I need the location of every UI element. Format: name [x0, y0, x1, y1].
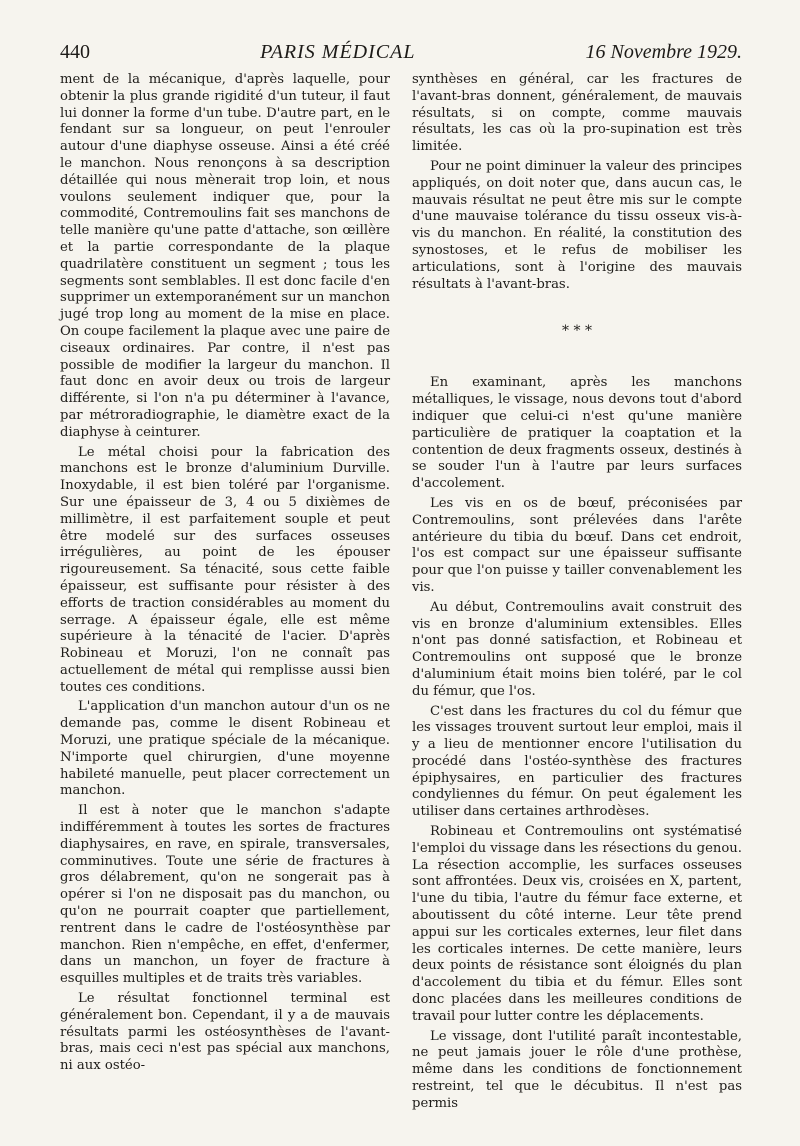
- paragraph: L'application d'un manchon autour d'un os ne demande pas, comme le disent Robineau et Moruzi, une pratique spéciale de la mécanique. N'importe quel chirurgien, d'une moyenne habileté manuelle, peut placer correctement un manchon.: [60, 699, 390, 799]
- paragraph: Au début, Contremoulins avait construit des vis en bronze d'aluminium extensibles. Elles n'ont pas donné satisfaction, et Robineau et Contremoulins ont supposé que le bronze d'aluminium était moins bien toléré, par le col du fémur, que l'os.: [412, 599, 742, 699]
- paragraph: Le métal choisi pour la fabrication des manchons est le bronze d'aluminium Durville. Inoxydable, il est bien toléré par l'organisme. Sur une épaisseur de 3, 4 ou 5 dixièmes de millimètre, il est parfaitement souple et peut être modelé sur des surfaces osseuses irrégulières, au point de les épouser rigoureusement. Sa ténacité, sous cette faible épaisseur, est suffisante pour résister à des efforts de traction considérables au moment du serrage. A épaisseur égale, elle est même supérieure à la ténacité de l'acier. D'après Robineau et Moruzi, l'on ne connaît pas actuellement de métal qui remplisse aussi bien toutes ces conditions.: [60, 444, 390, 695]
- paragraph: Robineau et Contremoulins ont systématisé l'emploi du vissage dans les résections du genou. La résection accomplie, les surfaces osseuses sont affrontées. Deux vis, croisées en X, partent, l'une du tibia, l'autre du fémur face externe, et aboutissent du côté interne. Leur tête prend appui sur les corticales externes, leur filet dans les corticales internes. De cette manière, leurs deux points de résistance sont éloignés du plan d'accolement du tibia et du fémur. Elles sont donc placées dans les meilleures conditions de travail pour lutter contre les déplacements.: [412, 824, 742, 1024]
- paragraph: Le vissage, dont l'utilité paraît incontestable, ne peut jamais jouer le rôle d'une prothèse, même dans les conditions de fonctionnement restreint, tel que le décubitus. Il n'est pas permis: [412, 1028, 742, 1111]
- right-column: [412, 72, 742, 1116]
- left-column: [60, 72, 390, 1116]
- section-asterism: [412, 323, 742, 339]
- two-column-body: [60, 72, 742, 1116]
- asterism-text: * * *: [562, 323, 592, 340]
- paragraph: ment de la mécanique, d'après laquelle, pour obtenir la plus grande rigidité d'un tuteur, il faut lui donner la forme d'un tube. D'autre part, en le fendant sur sa longueur, on peut l'enrouler autour d'une diaphyse osseuse. Ainsi a été créé le manchon. Nous renonçons à sa description détaillée qui nous mènerait trop loin, et nous voulons seulement indiquer que, pour la commodité, Contremoulins fait ses manchons de telle manière qu'une patte d'attache, son œillère et la partie correspondante de la plaque quadrilatère constituent un segment ; tous les segments sont semblables. Il est donc facile d'en supprimer un extemporanément sur un manchon jugé trop long au moment de la mise en place. On coupe facilement la plaque avec une paire de ciseaux ordinaires. Par contre, il n'est pas possible de modifier la largeur du manchon. Il faut donc en avoir deux ou trois de largeur différente, si l'on n'a pu déterminer à l'avance, par métroradiographie, le diamètre exact de la diaphyse à ceinturer.: [60, 72, 390, 440]
- paragraph: C'est dans les fractures du col du fémur que les vissages trouvent surtout leur emploi, mais il y a lieu de mentionner encore l'utilisation du procédé dans l'ostéo-synthèse des fractures épiphysaires, en particulier des fractures condyliennes du fémur. On peut également les utiliser dans certaines arthrodèses.: [412, 703, 742, 820]
- journal-title: PARIS MÉDICAL: [260, 41, 416, 63]
- paragraph: En examinant, après les manchons métalliques, le vissage, nous devons tout d'abord indiquer que celui-ci n'est qu'une manière particulière de pratiquer la coaptation et la contention de deux fragments osseux, destinés à se souder l'un à l'autre par leurs surfaces d'accolement.: [412, 375, 742, 492]
- running-header: [60, 40, 742, 64]
- page-number: 440: [60, 41, 90, 63]
- paragraph: Les vis en os de bœuf, préconisées par Contremoulins, sont prélevées dans l'arête antérieure du tibia du bœuf. Dans cet endroit, l'os est compact sur une épaisseur suffisante pour que l'on puisse y tailler convenablement les vis.: [412, 495, 742, 595]
- paragraph: Il est à noter que le manchon s'adapte indifféremment à toutes les sortes de fractures diaphysaires, en rave, en spirale, transversales, comminutives. Toute une série de fractures à gros délabrement, qu'on ne songerait pas à opérer si l'on ne disposait pas du manchon, ou qu'on ne pourrait coapter que partiellement, rentrent dans le cadre de l'ostéosynthèse par manchon. Rien n'empêche, en effet, d'enfermer, dans un manchon, un foyer de fracture à esquilles multiples et de traits très variables.: [60, 803, 390, 987]
- paragraph: Pour ne point diminuer la valeur des principes appliqués, on doit noter que, dans aucun cas, le mauvais résultat ne peut être mis sur le compte d'une mauvaise tolérance du tissu osseux vis-à-vis du manchon. En réalité, la constitution des synostoses, et le refus de mobiliser les articulations, sont à l'origine des mauvais résultats à l'avant-bras.: [412, 158, 742, 292]
- issue-date: 16 Novembre 1929.: [585, 41, 742, 63]
- paragraph: synthèses en général, car les fractures de l'avant-bras donnent, généralement, de mauvais résultats, si on compte, comme mauvais résultats, les cas où la pro-supination est très limitée.: [412, 72, 742, 155]
- paragraph: Le résultat fonctionnel terminal est généralement bon. Cependant, il y a de mauvais résultats parmi les ostéosynthèses de l'avant-bras, mais ceci n'est pas spécial aux manchons, ni aux ostéo-: [60, 991, 390, 1074]
